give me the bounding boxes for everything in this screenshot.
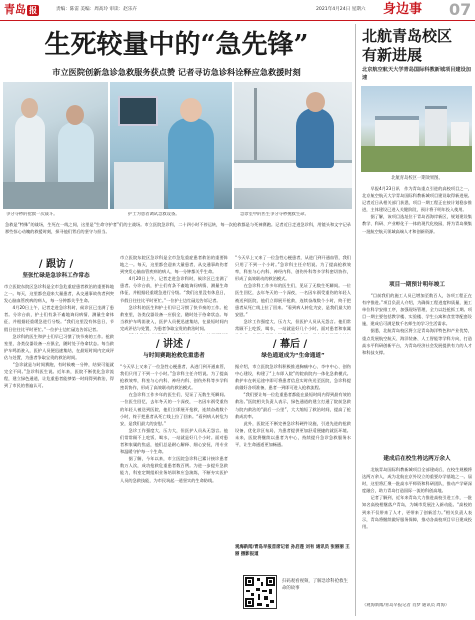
logo-left: 青岛 [4,3,26,16]
col3-top-body: “今天早上又来了一位急性心梗患者，从进门到开通血管，我们只用了不到一个小时。”急诊科主任介绍说。为了提高抢救效率，科室与心内科、神经内科、创伤外科等多学科密切协作，形成了高效联动的救治模式。 在急诊科工作多年的医生们，见证了无数生死瞬间。一位医生回忆，去年冬天的一个深夜，一名因车祸受重伤的年轻人被送到医院，他们立即展开抢救，连续奋战数个小时，终于把患者从死亡线上拉了回来。“看到病人转危为安，是我们最大的安慰。” 急诊工作强度大、压力大，但医护人员从无怨言。他们常常顾不上吃饭、喝水，一站就是好几个小时。面对患者和家属 [235,255,351,331]
logo [4,3,39,17]
issue-date: 2021年4月24日 星期六 [316,7,366,12]
lawn [361,146,472,172]
doctor-head-left [21,98,38,118]
bed-rail [3,182,108,209]
side-deck: 北京航空航天大学青岛国际科教新城项目建设加速 [362,67,471,81]
masthead-rule [0,20,475,21]
col2-label: / 讲述 / [155,339,191,350]
main-headline: 生死较量中的“急先锋” [44,30,309,60]
nurse-figure [168,118,214,209]
doctor-figure [296,108,334,168]
section-name: 身边事 [383,2,423,17]
side-paragraph-1: 早报4月23日讯 作为青岛重点引进的高校项目之一，北京航空航天大学青岛国际科教新城项目建设取得新进展。记者近日从相关部门获悉，项目一期工程正在按计划稳步推进，主体建设已进入关键阶段，预计将于明年投入使用。 据了解，该项目选址位于青岛西海岸新区，规划建设集教学、科研、产业孵化于一体的现代化校园，将为青岛聚集一批航空航天领域高端人才和创新资源。 [362,186,472,234]
col3-heading: 绿色通道成为“生命通道” [261,353,325,359]
photo-caption-3: 急诊室中的医生争分夺秒挽救生命。 [240,212,309,217]
building-main [375,116,419,146]
editor-line: 责编：陈雷 美编：周高玲 审读：赵乐卉 [56,7,138,12]
building-wing [451,122,469,146]
side-paragraph-3: 北航青岛国际科教新城项目全部建成后，在校生规模将达两万余人，成为北航在京外设立的重要办学基地之一。届时，这里将汇聚一批高水平师资和科研团队，推动产学研深度融合，助力青岛打造国际一流的科创高地。 记者了解到，近年来青岛大力推进高校引进工作，一批知名高校相继落户青岛，为城市发展注入新动能。“高校的到来不仅带来了人才，更带来了创新活力。”相关负责人表示，青岛将继续做好服务保障，推动各高校项目早日建成投用。 [362,467,472,529]
article-intro: 急救是“特殊”的战场，生死在一线之间，这里是“生命守护者”们的主战场。市立医院急诊科，二十四小时不停运转，每一次抢救都是与死神赛跑。记者近日走进急诊科，用镜头和文字记录那些惊心动魄的救援时刻，探寻他们背后的坚守与担当。 [5,222,351,235]
col3-label: / 幕后 / [272,339,308,350]
photo-nurse-equipment [110,82,232,209]
col2-heading: 与时间赛跑抢救危重患者 [143,353,205,359]
column-divider [355,24,356,616]
side-photo-campus [361,86,472,172]
doctor-head [306,92,325,112]
qr-pattern [244,576,276,608]
photo-caption-1: 争分夺秒的抢救一次战斗。 [6,212,58,217]
side-photo-caption: 北航青岛校区一期效果图。 [391,176,443,181]
side-subhead-2: 建成后在校生将达两万余人 [383,456,451,462]
doctor-head-right [66,105,84,125]
side-headline: 北航青岛校区 有新进展 [362,27,453,64]
col2-top-body: 市立医院东院区急诊科是全市急危重症患者救治的重要阵地之一。每天，这里都会迎来大量患者，从交通事故伤者到突发心脑血管疾病的病人，每一分钟都关乎生命。 4月20日上午，记者走进急诊科时，候诊区已坐满了患者。分诊台前，护士们有条不紊地询问病情、测量生命体征，并根据轻重缓急进行分级。“我们这里没有休息日，节假日往往比平时更忙。”一位护士边忙碌边告诉记者。 急诊科的医生和护士们早已习惯了快节奏的工作。抢救室里，各类仪器设备一应俱全，随时处于待命状态。每当救护车鸣笛驶入，医护人员便迅速集结，在最短时间内完成评估与处置，为患者争取宝贵的救治时间。 [120,255,228,331]
monitor-screen [118,96,158,126]
col2-body: “今天早上又来了一位急性心梗患者，从进门到开通血管，我们只用了不到一个小时。”急诊科主任介绍说。为了提高抢救效率，科室与心内科、神经内科、创伤外科等多学科密切协作，形成了高效联动的救治模式。 在急诊科工作多年的医生们，见证了无数生死瞬间。一位医生回忆，去年冬天的一个深夜，一名因车祸受重伤的年轻人被送到医院，他们立即展开抢救，连续奋战数个小时，终于把患者从死亡线上拉了回来。“看到病人转危为安，是我们最大的安慰。” 急诊工作强度大、压力大，但医护人员从无怨言。他们常常顾不上吃饭、喝水，一站就是好几个小时。面对患者和家属的焦虑，他们总是耐心解释、细心安抚，用专业和温暖守护每一个生命。 据了解，今年以来，市立医院急诊科已累计接诊患者数万人次，成功抢救危重患者数百例。为进一步提升急救能力，科室定期组织业务培训和应急演练，不断夯实医护人员的急救技能，为市民筑起一道坚实的生命防线。 [120,364,228,483]
side-subhead-1: 项目一期预计明年竣工 [389,282,445,288]
side-byline: （观海新闻/青岛早报记者 肖梦 通讯员 周海） [362,603,450,608]
qr-code-icon[interactable] [243,575,277,609]
page-number: 07 [449,0,472,19]
patient-bed [234,160,352,188]
col1-heading: 坚张忙碌是急诊科工作常态 [22,273,90,279]
main-subheadline: 市立医院创新急诊急救服务获点赞 记者寻访急诊科诠释应急救援时刻 [52,67,301,77]
nurse-head [180,98,202,122]
building-tower [425,106,447,146]
col1-body: 市立医院东院区急诊科是全市急危重症患者救治的重要阵地之一。每天，这里都会迎来大量患者，从交通事故伤者到突发心脑血管疾病的病人，每一分钟都关乎生命。 4月20日上午，记者走进急诊科时，候诊区已坐满了患者。分诊台前，护士们有条不紊地询问病情、测量生命体征，并根据轻重缓急进行分级。“我们这里没有休息日，节假日往往比平时更忙。”一位护士边忙碌边告诉记者。 急诊科的医生和护士们早已习惯了快节奏的工作。抢救室里，各类仪器设备一应俱全，随时处于待命状态。每当救护车鸣笛驶入，医护人员便迅速集结，在最短时间内完成评估与处置，为患者争取宝贵的救治时间。 “急诊就是与时间赛跑，有时候晚一分钟，结果可能就完全不同。”急诊科医生说。近年来，医院不断优化急诊流程，建立绿色通道，让危重患者能够第一时间得到救治，得到了市民的普遍认可。 [4,284,114,389]
photo-caption-2: 护士为患者调试急救设备。 [128,212,180,217]
iv-stand [254,88,257,160]
masthead [0,0,475,22]
photo-rescue-team [3,82,108,209]
article-byline: 观海新闻/青岛早报首席记者 孙启莲 刘有 通讯员 张丽丽 王丽 摄影报道 [235,545,350,557]
photo-emergency-room [234,82,352,209]
qr-caption: 扫码观看视频，了解急诊科抢救生命的故事 [282,579,348,591]
logo-badge: 报 [29,5,37,15]
side-paragraph-2: “目前我们的施工人员已增加至数百人，各项工程正在有序推进。”项目负责人介绍，为确保工程进度和质量，施工单位科学安排工序，加强现场管理，全力以赴抢抓工期。项目一期主要包括教学楼、实验楼、学生公寓和食堂等配套设施，建成后可满足数千名师生的学习生活需求。 据悉，北航青岛校区将立足青岛海洋特色和产业优势，重点发展航空航天、海洋装备、人工智能等学科方向，打造高水平科研创新平台，为青岛经济社会发展提供有力的人才和科技支撑。 [362,293,472,355]
col3-body: 据介绍，市立医院急诊科积极推进胸痛中心、卒中中心、创伤中心建设，构建了“上车即入院”的院前院内一体化急救模式。救护车在转运途中即可将患者信息实时传送至医院，急诊科提前做好各项准备，患者一到即可进入抢救流程。 “我们要让每一位危重患者都能在最短时间内得到最有效的救治。”医院相关负责人表示，绿色通道的建立打通了院前急救与院内救治的“最后一公里”，大大缩短了救治时间，提高了抢救成功率。 此外，医院还不断完善急诊科硬件设施，引进先进的抢救设备，优化诊区布局，为患者提供更加舒适便捷的就医环境。未来，医院将继续以患者为中心，持续提升急诊急救服务水平，让生命通道更加畅通。 [235,364,351,448]
equipment-cart [114,162,164,209]
col1-label: / 跟访 / [38,259,74,270]
